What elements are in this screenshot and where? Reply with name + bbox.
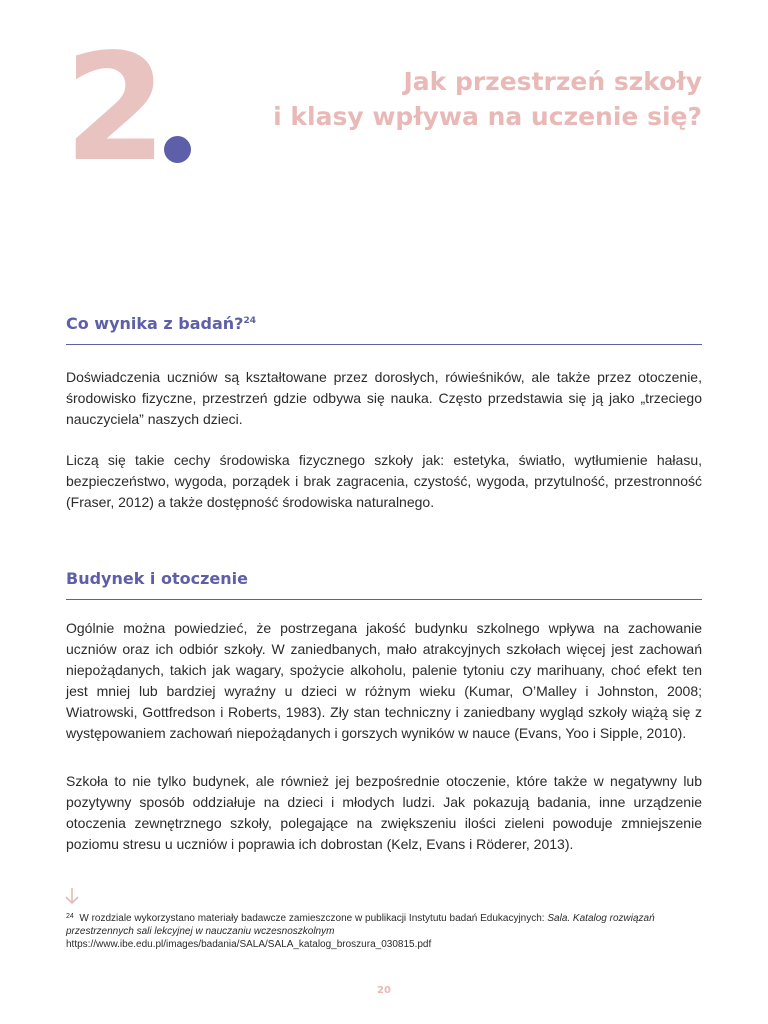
- section-heading-research: [66, 311, 702, 345]
- footnote: [66, 910, 686, 951]
- chapter-number: 2: [64, 22, 161, 194]
- paragraph: Doświadczenia uczniów są kształtowane przez dorosłych, rówieśników, ale także przez otoczenie, środowisko fizyczne, przestrzeń gdzie odbywa się nauka. Często przedstawia się ją jako „trzeciego nauczyciela” naszych dzieci.: [66, 369, 702, 427]
- chapter-title-line1: Jak przestrzeń szkoły: [403, 67, 702, 96]
- paragraph: Ogólnie można powiedzieć, że postrzegana jakość budynku szkolnego wpływa na zachowanie uczniów oraz ich odbiór szkoły. W zaniedbanych, mało atrakcyjnych szkołach więcej jest zachowań niepożądanych, takich jak wagary, spożycie alkoholu, palenie tytoniu czy marihuany, choć efekt ten jest mniej lub bardziej wyraźny u dzieci w różnym wieku (Kumar, O’Malley i Johnston, 2008; Wiatrowski, Gottfredson i Roberts, 1983). Zły stan techniczny i zaniedbany wygląd szkoły wiążą się z występowaniem zachowań niepożądanych i gorszych wyników w nauce (Evans, Yoo i Sipple, 2010).: [66, 620, 702, 741]
- chapter-number-dot: [164, 136, 191, 163]
- section-heading: [66, 311, 702, 345]
- arrow-down-icon: [64, 886, 80, 906]
- paragraph: Liczą się takie cechy środowiska fizycznego szkoły jak: estetyka, światło, wytłumienie hałasu, bezpieczeństwo, wygoda, porządek i brak zagracenia, czystość, wygoda, przytulność, przestronność (Fraser, 2012) a także dostępność środowiska naturalnego.: [66, 452, 702, 510]
- paragraph: Szkoła to nie tylko budynek, ale również jej bezpośrednie otoczenie, które także w negatywny lub pozytywny sposób oddziałuje na dzieci i młodych ludzi. Jak pokazują badania, inne urządzenie otoczenia zewnętrznego szkoły, polegające na zwiększeniu ilości zieleni powoduje zmniejszenie poziomu stresu u uczniów i poprawia ich dobrostan (Kelz, Evans i Röderer, 2013).: [66, 773, 702, 852]
- chapter-title: [222, 64, 702, 134]
- footnote-publication-title: Sala. Katalog rozwiązań przestrzennych sali lekcyjnej w nauczaniu wczesnoszkolnym: [66, 913, 655, 937]
- section-heading: Budynek i otoczenie: [66, 569, 702, 600]
- footnote-number: 24: [66, 913, 74, 920]
- section-heading-building: [66, 569, 702, 600]
- footnote-ref: 24: [243, 316, 256, 326]
- footnote-text: W rozdziale wykorzystano materiały badawcze zamieszczone w publikacji Instytutu badań Edukacyjnych:: [79, 913, 548, 924]
- footnote-link[interactable]: https://www.ibe.edu.pl/images/badania/SALA/SALA_katalog_broszura_030815.pdf: [66, 939, 432, 950]
- chapter-title-line2: i klasy wpływa na uczenie się?: [273, 102, 702, 131]
- section-heading-text: Co wynika z badań?: [66, 314, 244, 333]
- page-number: 20: [377, 985, 391, 996]
